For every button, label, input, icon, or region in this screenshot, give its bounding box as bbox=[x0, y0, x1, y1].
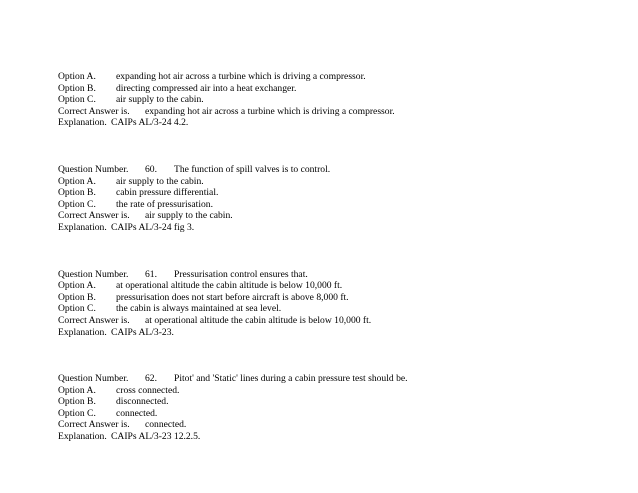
question-text: The function of spill valves is to control. bbox=[174, 163, 331, 175]
option-text: cross connected. bbox=[116, 384, 180, 396]
option-label: Option C. bbox=[58, 94, 96, 106]
question-block-60 bbox=[58, 164, 618, 234]
question-number-label: Question Number. bbox=[58, 163, 129, 175]
explanation-line bbox=[58, 222, 618, 234]
option-label: Option C. bbox=[58, 198, 96, 210]
option-text: at operational altitude the cabin altitude is below 10,000 ft. bbox=[116, 280, 343, 292]
option-label: Option C. bbox=[58, 303, 96, 315]
question-number-line bbox=[58, 269, 618, 281]
explanation-text: CAIPs AL/3-23 12.2.5. bbox=[111, 431, 201, 443]
explanation-label: Explanation. bbox=[58, 431, 107, 443]
option-label: Option A. bbox=[58, 384, 96, 396]
question-block-59 bbox=[58, 71, 618, 129]
option-label: Option B. bbox=[58, 291, 96, 303]
question-number: 60. bbox=[145, 163, 157, 175]
option-text: air supply to the cabin. bbox=[116, 94, 204, 106]
option-c-line bbox=[58, 199, 618, 211]
option-text: directing compressed air into a heat exchanger. bbox=[116, 82, 297, 94]
option-text: connected. bbox=[116, 407, 158, 419]
answer-text: air supply to the cabin. bbox=[145, 210, 233, 222]
explanation-label: Explanation. bbox=[58, 221, 107, 233]
option-a-line bbox=[58, 71, 618, 83]
answer-label: Correct Answer is. bbox=[58, 105, 130, 117]
option-label: Option B. bbox=[58, 187, 96, 199]
answer-label: Correct Answer is. bbox=[58, 419, 130, 431]
option-text: expanding hot air across a turbine which is driving a compressor. bbox=[116, 71, 366, 82]
explanation-text: CAIPs AL/3-24 fig 3. bbox=[111, 221, 195, 233]
correct-answer-line bbox=[58, 419, 618, 431]
question-number-label: Question Number. bbox=[58, 268, 129, 280]
explanation-label: Explanation. bbox=[58, 117, 107, 129]
option-b-line bbox=[58, 187, 618, 199]
explanation-line bbox=[58, 431, 618, 443]
option-a-line bbox=[58, 385, 618, 397]
option-b-line bbox=[58, 292, 618, 304]
question-text: Pressurisation control ensures that. bbox=[174, 268, 308, 280]
option-c-line bbox=[58, 94, 618, 106]
answer-label: Correct Answer is. bbox=[58, 314, 130, 326]
answer-text: connected. bbox=[145, 419, 187, 431]
question-text: Pitot' and 'Static' lines during a cabin pressure test should be. bbox=[174, 373, 408, 385]
option-text: cabin pressure differential. bbox=[116, 187, 219, 199]
question-block-62 bbox=[58, 373, 618, 443]
explanation-text: CAIPs AL/3-24 4.2. bbox=[111, 117, 189, 129]
question-block-61 bbox=[58, 269, 618, 339]
document-page bbox=[58, 71, 618, 443]
option-text: pressurisation does not start before aircraft is above 8,000 ft. bbox=[116, 291, 349, 303]
question-number: 62. bbox=[145, 373, 157, 385]
spacer bbox=[58, 338, 618, 373]
option-label: Option A. bbox=[58, 175, 96, 187]
option-label: Option B. bbox=[58, 82, 96, 94]
explanation-line bbox=[58, 327, 618, 339]
correct-answer-line bbox=[58, 210, 618, 222]
option-text: the rate of pressurisation. bbox=[116, 198, 213, 210]
spacer bbox=[58, 129, 618, 164]
option-c-line bbox=[58, 303, 618, 315]
spacer bbox=[58, 234, 618, 269]
option-b-line bbox=[58, 83, 618, 95]
option-a-line bbox=[58, 176, 618, 188]
option-a-line bbox=[58, 280, 618, 292]
option-text: disconnected. bbox=[116, 396, 169, 408]
option-label: Option A. bbox=[58, 71, 96, 82]
correct-answer-line bbox=[58, 315, 618, 327]
option-text: air supply to the cabin. bbox=[116, 175, 204, 187]
question-number-line bbox=[58, 373, 618, 385]
option-label: Option B. bbox=[58, 396, 96, 408]
option-label: Option A. bbox=[58, 280, 96, 292]
answer-text: at operational altitude the cabin altitude is below 10,000 ft. bbox=[145, 314, 372, 326]
explanation-text: CAIPs AL/3-23. bbox=[111, 326, 174, 338]
explanation-label: Explanation. bbox=[58, 326, 107, 338]
answer-text: expanding hot air across a turbine which is driving a compressor. bbox=[145, 105, 395, 117]
correct-answer-line bbox=[58, 106, 618, 118]
question-number: 61. bbox=[145, 268, 157, 280]
question-number-label: Question Number. bbox=[58, 373, 129, 385]
option-c-line bbox=[58, 408, 618, 420]
option-b-line bbox=[58, 396, 618, 408]
explanation-line bbox=[58, 117, 618, 129]
option-label: Option C. bbox=[58, 407, 96, 419]
option-text: the cabin is always maintained at sea level. bbox=[116, 303, 282, 315]
answer-label: Correct Answer is. bbox=[58, 210, 130, 222]
question-number-line bbox=[58, 164, 618, 176]
